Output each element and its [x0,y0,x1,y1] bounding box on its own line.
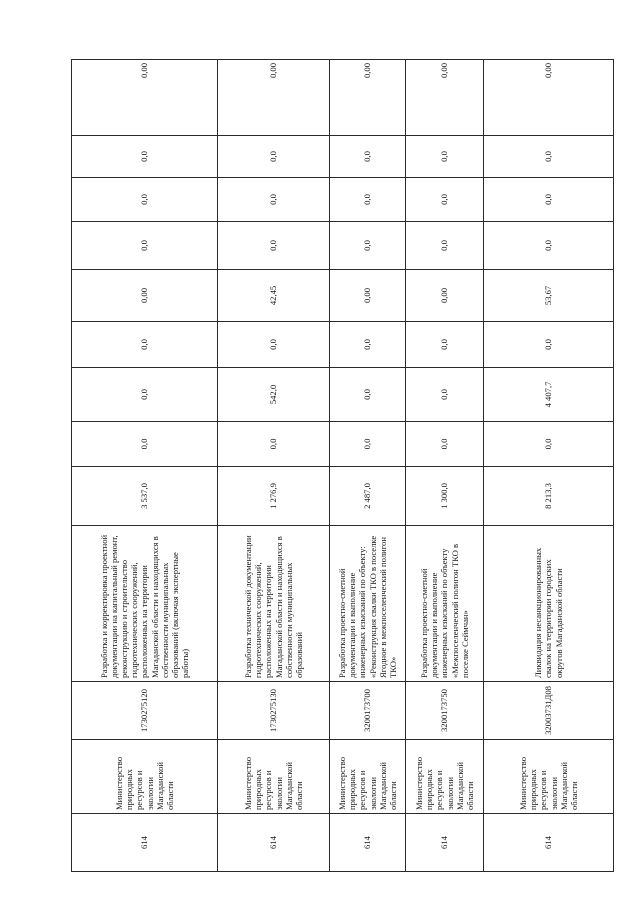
value-cell: 0,00 [72,270,218,322]
expenditure-purpose: Разработка технической документации гидротехнических сооружений, расположенных на территории Магаданской области и находящихся в собственности муниципальных образований [218,526,330,682]
value-cell: 0,0 [484,422,614,467]
value-cell-total: 0,00 [406,60,484,136]
table-row [330,60,406,872]
value-cell-total: 0,00 [218,60,330,136]
row-code: 614 [484,814,614,872]
row-code: 614 [330,814,406,872]
ministry-name: Министерство природных ресурсов и экологии Магаданской области [72,740,218,814]
value-cell: 1 276,9 [218,467,330,526]
value-cell: 0,00 [330,270,406,322]
value-cell: 0,0 [406,136,484,178]
value-cell: 0,0 [218,178,330,222]
ministry-name: Министерство природных ресурсов и экологии Магаданской области [330,740,406,814]
budget-classification-code: 3200173750 [406,682,484,740]
expenditure-purpose: Разработка проектно-сметной документации и выполнение инженерных изысканий по объекту «Межпоселенческий полигон ТКО в поселке Сеймчан» [406,526,484,682]
value-cell: 0,0 [330,178,406,222]
value-cell: 0,0 [330,222,406,270]
value-cell-total: 0,00 [72,60,218,136]
ministry-name: Министерство природных ресурсов и экологии Магаданской области [218,740,330,814]
value-cell: 0,00 [406,270,484,322]
table-row [218,60,330,872]
value-cell: 0,0 [406,222,484,270]
budget-classification-code: 1730275130 [218,682,330,740]
value-cell: 1 300,0 [406,467,484,526]
budget-classification-code: 32003731Д08 [484,682,614,740]
value-cell: 0,0 [406,178,484,222]
value-cell: 0,0 [406,422,484,467]
value-cell: 0,0 [218,136,330,178]
value-cell: 53,67 [484,270,614,322]
value-cell: 0,0 [330,368,406,422]
value-cell: 0,0 [484,178,614,222]
value-cell: 4 407,7 [484,368,614,422]
value-cell: 0,0 [406,368,484,422]
value-cell: 0,0 [218,322,330,368]
row-code: 614 [72,814,218,872]
expenditure-purpose: Разработка проектно-сметной документации и выполнение инженерных изысканий по объекту: «Реконструкция свалки ТКО в поселке Ягодное в межпоселенческий полигон ТКО» [330,526,406,682]
table-row [72,60,218,872]
table-row [406,60,484,872]
value-cell: 0,0 [72,368,218,422]
value-cell: 0,0 [484,136,614,178]
ministry-name: Министерство природных ресурсов и экологии Магаданской области [484,740,614,814]
value-cell: 0,0 [484,322,614,368]
value-cell: 0,0 [72,422,218,467]
table-row [484,60,614,872]
value-cell: 0,0 [484,222,614,270]
value-cell: 0,0 [72,222,218,270]
value-cell: 2 487,0 [330,467,406,526]
value-cell: 0,0 [406,322,484,368]
value-cell: 542,0 [218,368,330,422]
rotated-page [71,60,613,872]
value-cell: 0,0 [72,322,218,368]
value-cell: 0,0 [218,222,330,270]
value-cell-total: 0,00 [484,60,614,136]
value-cell: 0,0 [330,136,406,178]
value-cell: 42,45 [218,270,330,322]
value-cell: 3 537,0 [72,467,218,526]
value-cell: 0,0 [72,136,218,178]
value-cell-total: 0,00 [330,60,406,136]
value-cell: 0,0 [218,422,330,467]
expenditure-purpose: Разработка и корректировка проектной документации на капитальный ремонт, реконструкцию и строительство гидротехнических сооружений, расположенных на территории Магаданской области и находящихся в собственности муниципальных образований (включая экспертные работы) [72,526,218,682]
expenditure-purpose: Ликвидация несанкционированных свалок на территории городских округов Магаданской области [484,526,614,682]
value-cell: 8 213,3 [484,467,614,526]
row-code: 614 [218,814,330,872]
budget-table [71,59,614,872]
budget-classification-code: 1730275120 [72,682,218,740]
value-cell: 0,0 [330,322,406,368]
value-cell: 0,0 [330,422,406,467]
ministry-name: Министерство природных ресурсов и экологии Магаданской области [406,740,484,814]
value-cell: 0,0 [72,178,218,222]
row-code: 614 [406,814,484,872]
budget-classification-code: 3200173700 [330,682,406,740]
